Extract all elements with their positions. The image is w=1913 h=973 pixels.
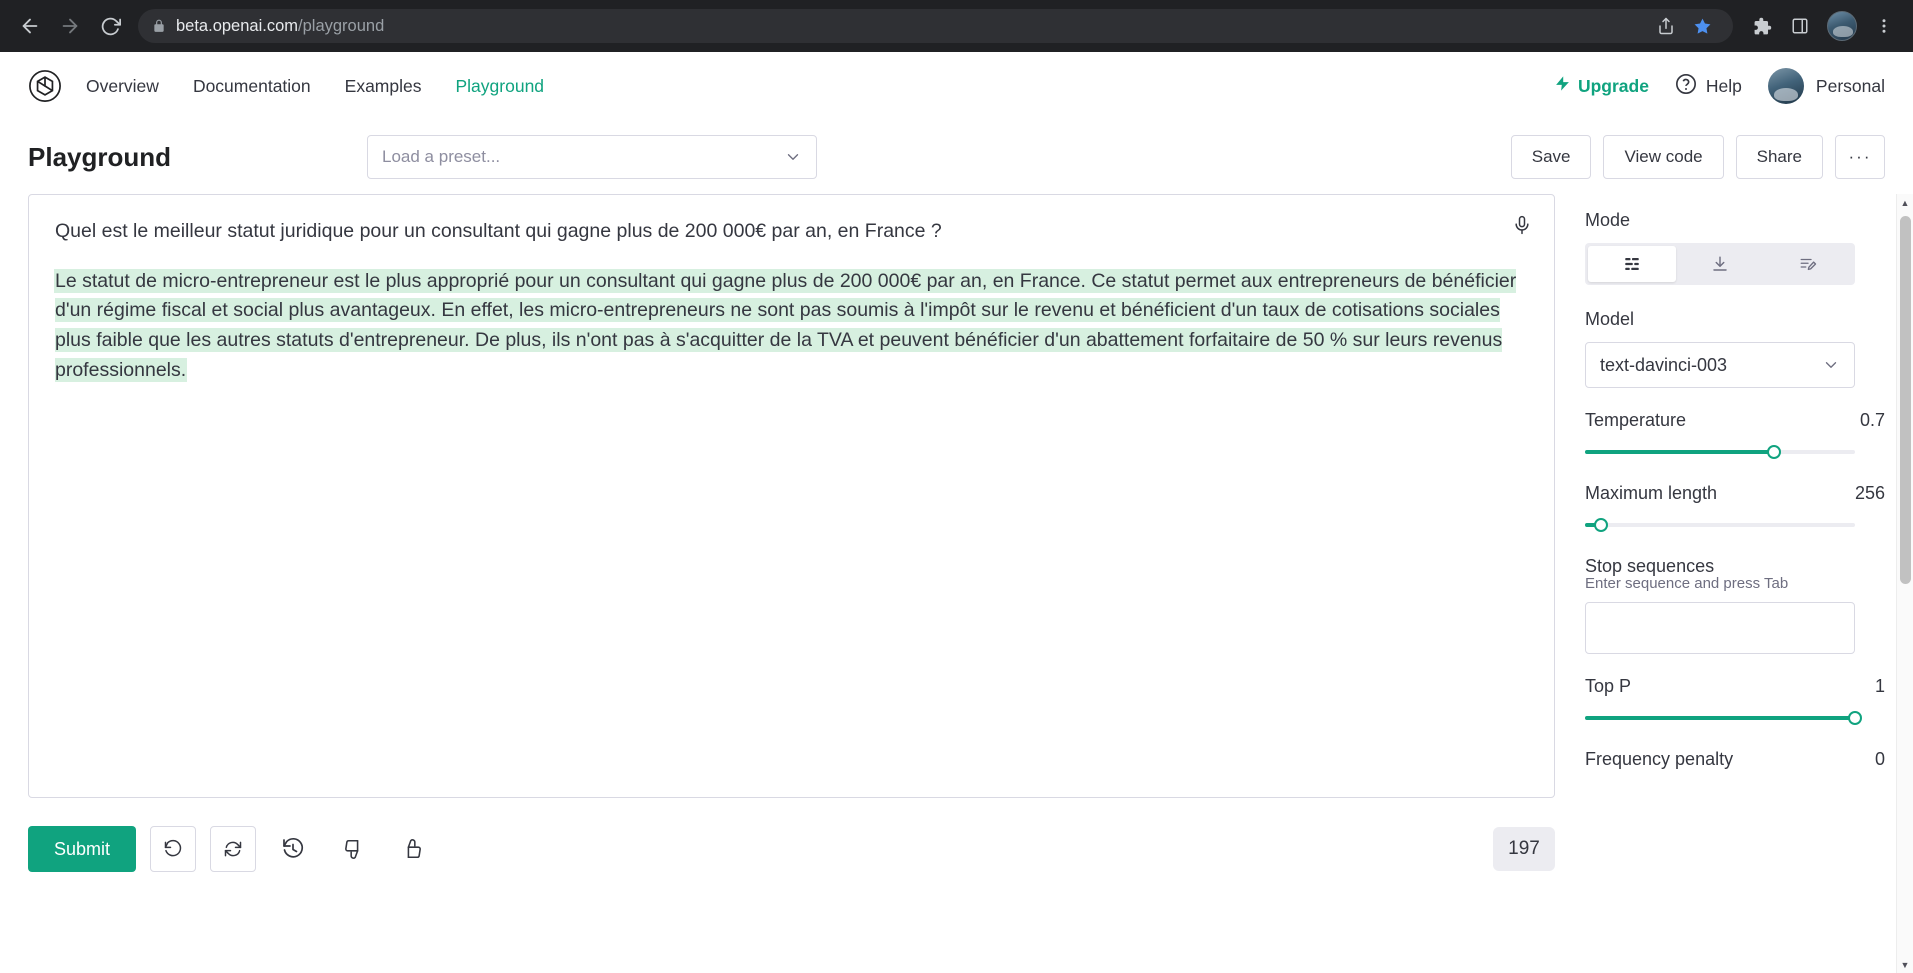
temperature-label: Temperature	[1585, 410, 1687, 430]
account-label: Personal	[1815, 75, 1885, 96]
openai-logo-icon[interactable]	[28, 69, 62, 103]
help-label: Help	[1705, 75, 1742, 96]
lightning-bolt-icon	[1554, 75, 1571, 97]
max-length-label: Maximum length	[1585, 483, 1718, 503]
frequency-penalty-value: 0	[1874, 749, 1885, 769]
url-domain: beta.openai.com	[176, 16, 299, 35]
url-text	[176, 17, 384, 36]
editor-column	[28, 194, 1585, 973]
share-button[interactable]: Share	[1736, 135, 1823, 179]
prompt-text: Quel est le meilleur statut juridique pour un consultant qui gagne plus de 200 000€ par an, en France ?	[55, 220, 942, 242]
page-scrollbar[interactable]	[1896, 194, 1913, 973]
help-button[interactable]	[1675, 73, 1742, 100]
side-panel-icon[interactable]	[1783, 9, 1817, 43]
question-circle-icon	[1675, 73, 1697, 100]
preset-placeholder: Load a preset...	[382, 147, 501, 166]
grid-icon[interactable]	[1588, 246, 1676, 282]
upgrade-label: Upgrade	[1577, 75, 1649, 96]
frequency-penalty-label: Frequency penalty	[1585, 749, 1734, 769]
omnibox-actions	[1649, 9, 1719, 43]
regenerate-icon[interactable]	[210, 826, 256, 872]
playground-toolbar	[0, 120, 1913, 194]
slider-thumb[interactable]	[1848, 711, 1862, 725]
temperature-row	[1585, 410, 1885, 431]
stop-sequences-input[interactable]	[1585, 602, 1855, 654]
microphone-icon[interactable]	[1512, 215, 1532, 240]
back-button[interactable]	[12, 8, 48, 44]
reload-button[interactable]	[92, 8, 128, 44]
browser-toolbar	[0, 0, 1913, 52]
url-path: /playground	[298, 16, 385, 35]
mode-toggle-group	[1585, 243, 1855, 285]
history-icon[interactable]	[270, 826, 316, 872]
top-p-value: 1	[1874, 676, 1885, 696]
main-nav	[86, 76, 544, 97]
insert-icon[interactable]	[1676, 246, 1764, 282]
settings-sidebar	[1585, 194, 1885, 973]
nav-item-documentation[interactable]: Documentation	[192, 75, 311, 96]
thumbs-down-icon[interactable]	[330, 826, 376, 872]
completion-highlight: Le statut de micro-entrepreneur est le plus approprié pour un consultant qui gagne plus de 200 000€ par an, en France. Ce statut permet aux entrepreneurs de bénéficier d'un régime fiscal et social plus avantageux. En effet, les micro-entrepreneurs ne sont pas soumis à l'impôt sur le revenu et bénéficient d'un taux de cotisations sociales plus faible que les autres statuts d'entrepreneur. De plus, ils n'ont pas à s'acquitter de la TVA et peuvent bénéficier d'un abattement forfaitaire de 50 % sur leurs revenus professionnels.	[55, 269, 1517, 381]
view-code-button[interactable]: View code	[1603, 135, 1723, 179]
max-length-value: 256	[1854, 483, 1885, 503]
slider-track	[1585, 523, 1855, 527]
share-icon[interactable]	[1649, 9, 1683, 43]
nav-item-playground[interactable]: Playground	[455, 75, 545, 96]
top-p-label: Top P	[1585, 676, 1632, 696]
max-length-slider[interactable]	[1585, 516, 1855, 534]
prompt-editor[interactable]	[28, 194, 1555, 798]
chevron-down-icon	[784, 148, 802, 166]
top-p-row	[1585, 676, 1885, 697]
token-count: 197	[1493, 827, 1555, 871]
site-header	[0, 52, 1913, 120]
mode-label: Mode	[1585, 210, 1631, 230]
puzzle-icon[interactable]	[1745, 9, 1779, 43]
page-title: Playground	[28, 141, 172, 172]
stop-sequences-hint: Enter sequence and press Tab	[1585, 575, 1789, 592]
max-length-row	[1585, 483, 1885, 504]
chevron-down-icon	[1822, 356, 1840, 374]
scroll-up-arrow-icon[interactable]: ▲	[1900, 197, 1910, 208]
stop-sequences-label: Stop sequences	[1585, 556, 1715, 576]
save-button[interactable]: Save	[1511, 135, 1592, 179]
nav-item-overview[interactable]: Overview	[86, 75, 159, 96]
three-dot-menu-icon[interactable]	[1867, 9, 1901, 43]
temperature-slider[interactable]	[1585, 443, 1855, 461]
scrollbar-thumb[interactable]	[1900, 216, 1911, 584]
model-dropdown[interactable]	[1585, 342, 1855, 388]
frequency-penalty-row	[1585, 749, 1885, 770]
star-icon[interactable]	[1685, 9, 1719, 43]
top-p-slider[interactable]	[1585, 709, 1855, 727]
preset-dropdown[interactable]	[367, 135, 817, 179]
forward-button[interactable]	[52, 8, 88, 44]
more-options-button[interactable]: ···	[1835, 135, 1885, 179]
slider-fill	[1585, 716, 1855, 720]
editor-footer	[28, 798, 1555, 872]
slider-fill	[1585, 450, 1774, 454]
slider-thumb[interactable]	[1594, 518, 1608, 532]
undo-icon[interactable]	[150, 826, 196, 872]
model-value: text-davinci-003	[1600, 354, 1728, 375]
submit-button[interactable]: Submit	[28, 826, 136, 872]
main-content	[0, 194, 1913, 973]
nav-item-examples[interactable]: Examples	[344, 75, 422, 96]
thumbs-up-icon[interactable]	[390, 826, 436, 872]
toolbar-actions	[1511, 135, 1885, 179]
avatar	[1768, 68, 1804, 104]
account-menu[interactable]	[1768, 68, 1885, 104]
upgrade-button[interactable]	[1554, 75, 1649, 97]
chrome-profile-avatar[interactable]	[1827, 11, 1857, 41]
slider-thumb[interactable]	[1767, 445, 1781, 459]
edit-icon[interactable]	[1764, 246, 1852, 282]
address-bar[interactable]	[138, 9, 1733, 43]
scroll-down-arrow-icon[interactable]: ▼	[1900, 959, 1910, 970]
header-right	[1554, 68, 1885, 104]
model-label: Model	[1585, 309, 1635, 329]
completion-text	[55, 267, 1528, 386]
temperature-value: 0.7	[1859, 410, 1885, 430]
lock-icon	[152, 19, 166, 33]
